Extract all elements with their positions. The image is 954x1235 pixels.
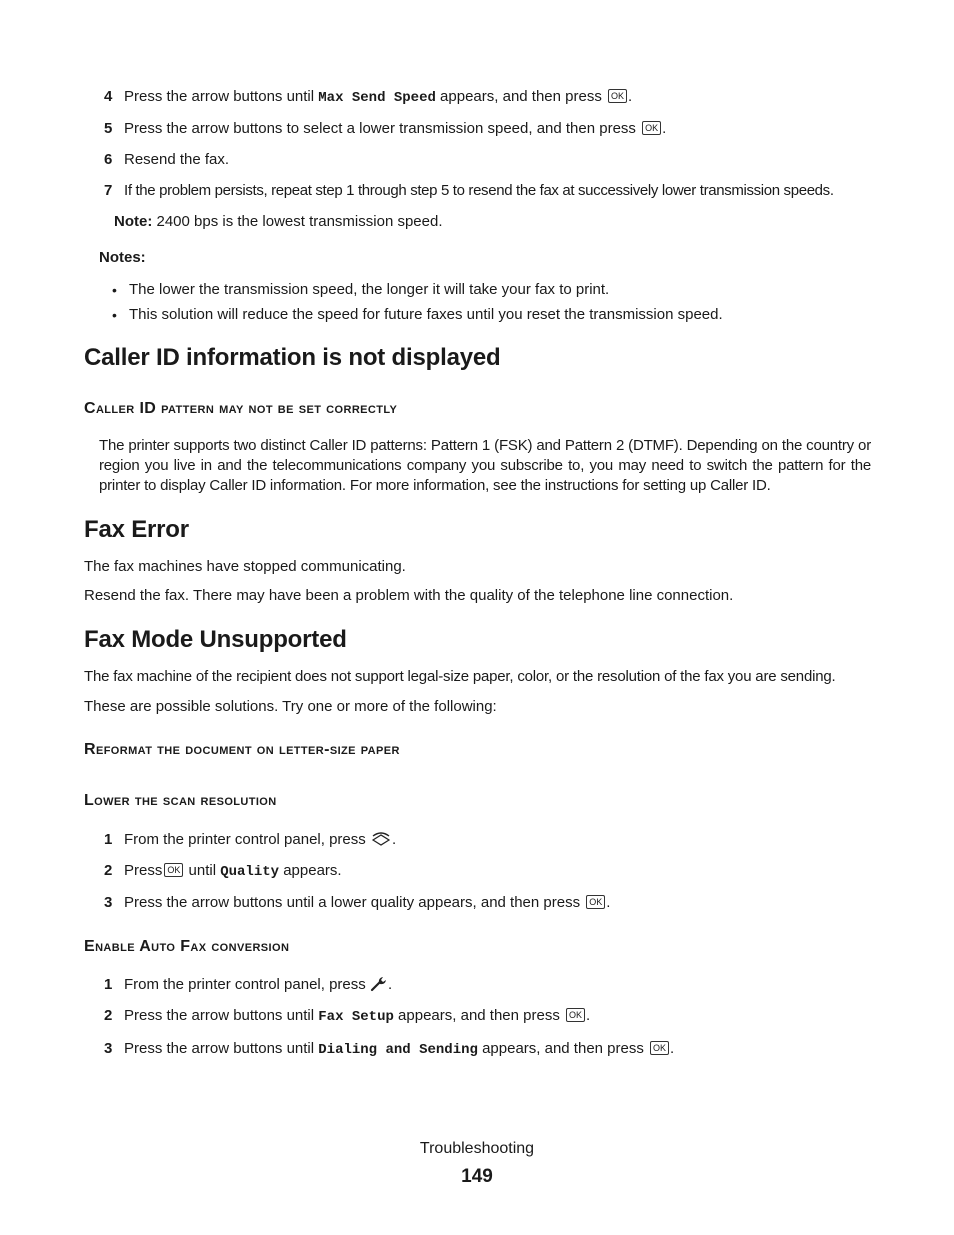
notes-item: The lower the transmission speed, the longer it will take your fax to print. — [129, 281, 610, 298]
step-text — [124, 830, 396, 853]
step-number: 5 — [104, 120, 113, 137]
subheading-enable-auto-fax: Enable Auto Fax conversion — [84, 938, 290, 955]
notes-item: This solution will reduce the speed for future faxes until you reset the transmission speed. — [129, 306, 723, 323]
step-text — [124, 861, 342, 882]
ok-key-icon: OK — [650, 1041, 669, 1055]
bullet-icon: • — [112, 307, 117, 323]
notes-heading: Notes: — [99, 249, 146, 266]
step-text-part: Press the arrow buttons until — [124, 1007, 319, 1024]
step-number: 4 — [104, 88, 113, 105]
footer-section-label: Troubleshooting — [419, 1140, 535, 1157]
step-text — [124, 87, 632, 108]
step-text — [124, 893, 610, 913]
step-text-part: appears, and then press — [477, 1040, 649, 1057]
step-text — [124, 1006, 590, 1027]
note-text: 2400 bps is the lowest transmission speed. — [152, 213, 443, 230]
page-number: 149 — [461, 1166, 493, 1187]
ok-key-icon: OK — [608, 89, 627, 103]
step-note — [114, 212, 442, 232]
step-number: 2 — [104, 1007, 113, 1024]
fax-error-p1: The fax machines have stopped communicating. — [84, 558, 406, 575]
step-text-part: until — [184, 862, 221, 879]
step-text-part: appears, and then press — [435, 88, 607, 105]
step-text-part: . — [391, 831, 397, 848]
code-text: Fax Setup — [318, 1009, 394, 1025]
code-text: Max Send Speed — [318, 90, 436, 106]
step-text-part: . — [670, 1040, 675, 1057]
ok-key-icon: OK — [164, 863, 183, 877]
step-number: 3 — [104, 1040, 113, 1057]
caller-id-paragraph: The printer supports two distinct Caller ID patterns: Pattern 1 (FSK) and Pattern 2 (DTMF). Depending on the country or region you live in and the telecommunications company you subscribe to, you may need to switch the pattern for the printer to display Caller ID information. For more information, see the instructions for setting up Caller ID. — [99, 437, 871, 494]
step-text: Resend the fax. — [124, 151, 230, 168]
fax-mode-p1: The fax machine of the recipient does not support legal-size paper, color, or the resolution of the fax you are sending. — [84, 668, 836, 685]
step-number: 1 — [104, 831, 113, 848]
step-text-part: Press the arrow buttons until — [124, 1040, 319, 1057]
step-text-part: Press the arrow buttons until — [124, 88, 319, 105]
fax-icon — [370, 831, 392, 853]
note-label: Note: — [114, 213, 153, 230]
step-text — [124, 975, 392, 998]
fax-mode-p2: These are possible solutions. Try one or more of the following: — [84, 698, 497, 715]
step-text-part: From the printer control panel, press — [124, 976, 370, 993]
step-text — [124, 119, 666, 139]
subheading-lower-resolution: Lower the scan resolution — [84, 792, 277, 809]
step-text-part: . — [586, 1007, 591, 1024]
step-text-part: . — [662, 120, 667, 137]
step-number: 1 — [104, 976, 113, 993]
step-text-part: . — [606, 894, 611, 911]
step-number: 7 — [104, 182, 113, 199]
step-text-part: . — [628, 88, 633, 105]
bullet-icon: • — [112, 282, 117, 298]
ok-key-icon: OK — [566, 1008, 585, 1022]
step-text-part: appears. — [279, 862, 342, 879]
step-text-part: Press the arrow buttons until a lower quality appears, and then press — [124, 894, 585, 911]
wrench-icon — [370, 975, 388, 998]
ok-key-icon: OK — [642, 121, 661, 135]
step-text — [124, 1039, 674, 1060]
step-number: 3 — [104, 894, 113, 911]
fax-error-p2: Resend the fax. There may have been a problem with the quality of the telephone line connection. — [84, 587, 734, 604]
ok-key-icon: OK — [586, 895, 605, 909]
code-text: Dialing and Sending — [318, 1042, 478, 1058]
code-text: Quality — [220, 864, 280, 880]
step-number: 6 — [104, 151, 113, 168]
section-title-fax-error: Fax Error — [84, 516, 189, 543]
step-text-part: appears, and then press — [393, 1007, 565, 1024]
step-number: 2 — [104, 862, 113, 879]
step-text-part: Press — [124, 862, 163, 879]
subheading-caller-id-pattern: Caller ID pattern may not be set correctly — [84, 400, 398, 417]
step-text-part: . — [387, 976, 393, 993]
step-text-part: From the printer control panel, press — [124, 831, 370, 848]
subheading-reformat: Reformat the document on letter-size paper — [84, 741, 400, 758]
section-title-fax-mode: Fax Mode Unsupported — [84, 626, 347, 653]
section-title-caller-id: Caller ID information is not displayed — [84, 344, 501, 371]
step-text: If the problem persists, repeat step 1 through step 5 to resend the fax at successively lower transmission speeds. — [124, 182, 834, 199]
step-text-part: Press the arrow buttons to select a lower transmission speed, and then press — [124, 120, 641, 137]
